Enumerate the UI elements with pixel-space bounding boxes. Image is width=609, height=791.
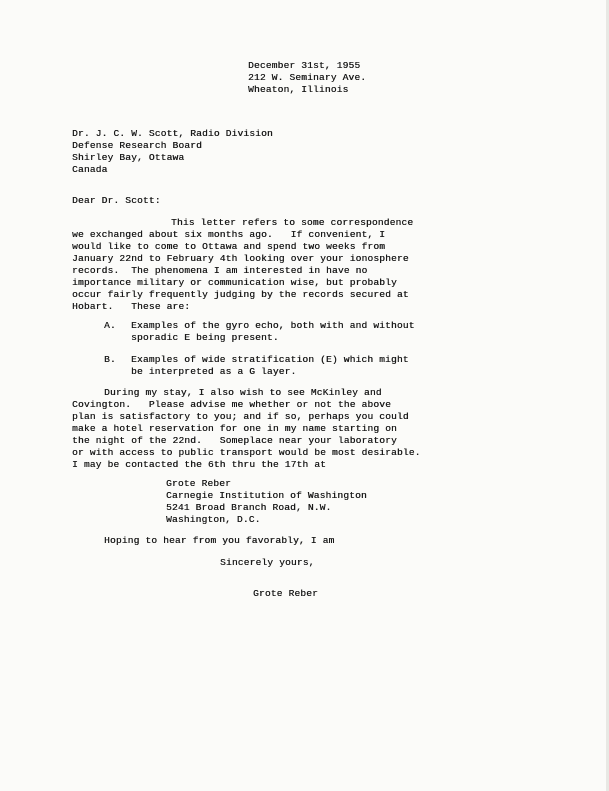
list-item-line: Examples of wide stratification (E) which might [131,354,409,365]
recipient-line: Canada [72,164,108,175]
list-marker: B. [104,354,116,365]
contact-line: Washington, D.C. [166,514,261,525]
paragraph-line: January 22nd to February 4th looking over your ionosphere [72,253,409,264]
paragraph-line: During my stay, I also wish to see McKinley and [104,387,382,398]
paragraph-line: Hobart. These are: [72,301,191,312]
list-item-line: be interpreted as a G layer. [131,366,297,377]
letter-date: December 31st, 1955 [248,60,361,71]
recipient-line: Dr. J. C. W. Scott, Radio Division [72,128,273,139]
recipient-line: Shirley Bay, Ottawa [72,152,185,163]
paragraph-line: or with access to public transport would be most desirable. [72,447,421,458]
sender-city: Wheaton, Illinois [248,84,349,95]
salutation: Dear Dr. Scott: [72,195,161,206]
closing-line: Hoping to hear from you favorably, I am [104,535,335,546]
paragraph-line: would like to come to Ottawa and spend two weeks from [72,241,386,252]
recipient-line: Defense Research Board [72,140,202,151]
paragraph-line: make a hotel reservation for one in my name starting on [72,423,397,434]
paragraph-line: importance military or communication wise, but probably [72,277,397,288]
paragraph-line: occur fairly frequently judging by the records secured at [72,289,409,300]
paragraph-line: I may be contacted the 6th thru the 17th at [72,459,327,470]
paragraph-line: This letter refers to some correspondence [171,217,414,228]
paragraph-line: plan is satisfactory to you; and if so, perhaps you could [72,411,409,422]
paragraph-line: Covington. Please advise me whether or not the above [72,399,391,410]
paragraph-line: the night of the 22nd. Someplace near your laboratory [72,435,397,446]
contact-line: 5241 Broad Branch Road, N.W. [166,502,332,513]
complimentary-close: Sincerely yours, [220,557,315,568]
list-marker: A. [104,320,116,331]
signature-name: Grote Reber [253,588,318,599]
paragraph-line: records. The phenomena I am interested in have no [72,265,368,276]
sender-street: 212 W. Seminary Ave. [248,72,367,83]
paragraph-line: we exchanged about six months ago. If convenient, I [72,229,386,240]
contact-line: Carnegie Institution of Washington [166,490,367,501]
contact-line: Grote Reber [166,478,231,489]
list-item-line: sporadic E being present. [131,332,279,343]
list-item-line: Examples of the gyro echo, both with and without [131,320,415,331]
